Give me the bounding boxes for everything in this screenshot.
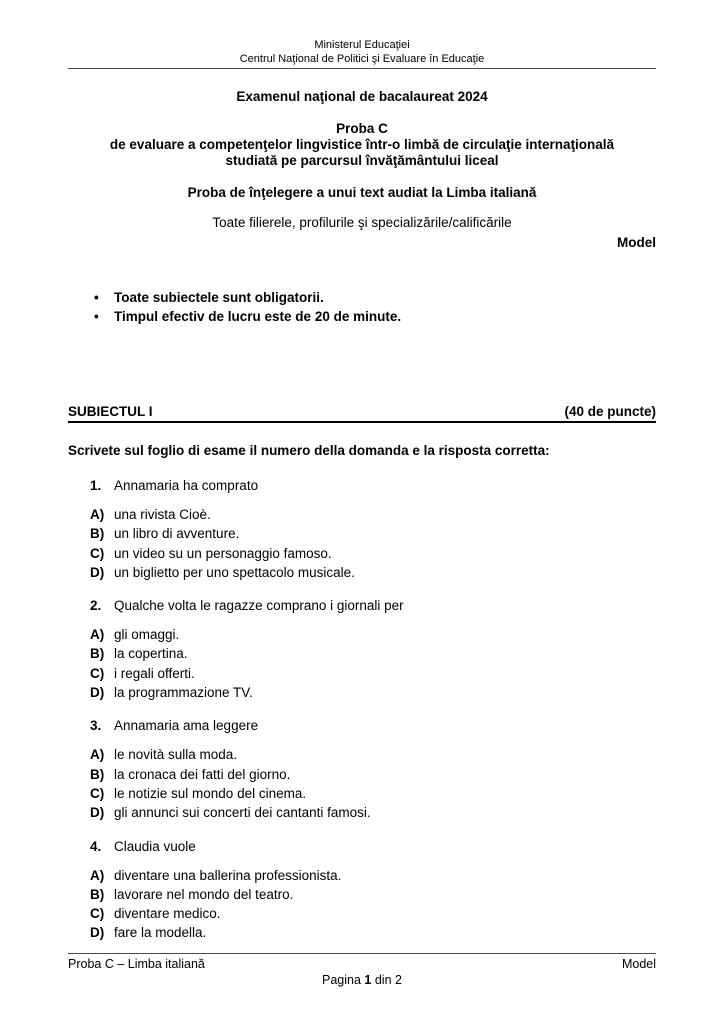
option-label: C) [90, 785, 105, 801]
option-c [90, 904, 656, 923]
document-footer [68, 953, 656, 988]
note-text: Timpul efectiv de lucru este de 20 de minute. [114, 309, 402, 324]
page-suffix: din 2 [371, 973, 402, 987]
question-line [90, 837, 656, 856]
question-2 [90, 596, 656, 702]
section-heading [68, 404, 656, 423]
question-text: Claudia vuole [114, 838, 196, 854]
question-number: 4. [90, 838, 102, 854]
option-text: fare la modella. [114, 925, 207, 941]
option-a [90, 505, 656, 524]
option-label: D) [90, 925, 105, 941]
note-item [94, 307, 656, 326]
model-label: Model [617, 235, 656, 250]
proba-title: Proba C [336, 121, 388, 136]
option-label: C) [90, 906, 105, 922]
question-text: Annamaria ama leggere [114, 718, 259, 734]
section-instruction: Scrivete sul foglio di esame il numero della domanda e la risposta corretta: [68, 443, 550, 458]
option-text: gli omaggi. [114, 627, 180, 643]
question-number: 3. [90, 718, 102, 734]
option-text: una rivista Cioè. [114, 507, 211, 522]
question-4 [90, 837, 656, 943]
option-text: la cronaca dei fatti del giorno. [114, 766, 291, 782]
option-text: i regali offerti. [114, 665, 195, 681]
note-text: Toate subiectele sunt obligatorii. [114, 290, 324, 305]
option-label: A) [90, 507, 105, 522]
options-list [90, 866, 656, 943]
option-b [90, 765, 656, 784]
footer-divider [68, 953, 656, 954]
option-a [90, 866, 656, 885]
exam-description-line-1: de evaluare a competenţelor lingvistice într-o limbă de circulaţie internaţională [109, 137, 615, 152]
question-number: 2. [90, 598, 102, 614]
ministry-line: Ministerul Educaţiei [314, 39, 410, 51]
option-label: B) [90, 886, 105, 902]
exam-filiere: Toate filierele, profilurile şi specializările/calificările [212, 215, 512, 230]
option-text: la copertina. [114, 646, 188, 662]
page-number: 1 [364, 973, 372, 987]
title-block [68, 89, 656, 231]
footer-page-indicator [68, 972, 656, 988]
questions-list [90, 476, 656, 943]
option-label: D) [90, 564, 105, 580]
option-label: A) [90, 627, 105, 643]
footer-row [68, 956, 656, 972]
question-line [90, 596, 656, 615]
option-a [90, 745, 656, 764]
option-c [90, 784, 656, 803]
center-line: Centrul Naţional de Politici şi Evaluare în Educaţie [239, 53, 485, 65]
exam-subject: Proba de înţelegere a unui text audiat la Limba italiană [187, 185, 537, 200]
option-label: B) [90, 526, 105, 542]
question-line [90, 476, 656, 495]
option-label: A) [90, 867, 105, 883]
option-label: C) [90, 665, 105, 681]
option-b [90, 524, 656, 543]
section-title: SUBIECTUL I [68, 404, 153, 419]
option-label: D) [90, 805, 105, 821]
option-text: gli annunci sui concerti dei cantanti famosi. [114, 805, 371, 821]
option-d [90, 563, 656, 582]
option-text: un biglietto per uno spettacolo musicale. [114, 564, 355, 580]
footer-right: Model [621, 957, 656, 971]
section-points: (40 de puncte) [564, 404, 656, 419]
question-number: 1. [90, 478, 102, 493]
option-text: un libro di avventure. [114, 526, 240, 542]
exam-title: Examenul naţional de bacalaureat 2024 [236, 89, 488, 104]
option-c [90, 544, 656, 563]
question-text: Qualche volta le ragazze comprano i giornali per [114, 598, 404, 614]
option-b [90, 644, 656, 663]
exam-description-line-2: studiată pe parcursul învăţământului liceal [225, 153, 499, 168]
page-prefix: Pagina [322, 973, 365, 987]
option-d [90, 803, 656, 822]
option-text: le novità sulla moda. [114, 747, 238, 763]
question-line [90, 716, 656, 735]
option-text: un video su un personaggio famoso. [114, 545, 332, 561]
option-d [90, 683, 656, 702]
options-list [90, 625, 656, 702]
question-text: Annamaria ha comprato [114, 478, 259, 493]
option-label: B) [90, 766, 105, 782]
option-label: C) [90, 545, 105, 561]
exam-notes [68, 288, 656, 326]
bullet-icon: • [94, 290, 99, 305]
option-a [90, 625, 656, 644]
note-item [94, 288, 656, 307]
options-list [90, 505, 656, 582]
option-label: B) [90, 646, 105, 662]
option-c [90, 664, 656, 683]
option-text: diventare medico. [114, 906, 221, 922]
option-b [90, 885, 656, 904]
question-3 [90, 716, 656, 822]
option-d [90, 923, 656, 942]
option-text: le notizie sul mondo del cinema. [114, 785, 307, 801]
footer-left: Proba C – Limba italiană [68, 957, 205, 971]
option-text: la programmazione TV. [114, 685, 253, 701]
header-divider [68, 68, 656, 69]
option-label: D) [90, 685, 105, 701]
question-1 [90, 476, 656, 582]
options-list [90, 745, 656, 822]
option-text: diventare una ballerina professionista. [114, 867, 342, 883]
option-label: A) [90, 747, 105, 763]
bullet-icon: • [94, 309, 99, 324]
document-header [68, 38, 656, 69]
option-text: lavorare nel mondo del teatro. [114, 886, 294, 902]
